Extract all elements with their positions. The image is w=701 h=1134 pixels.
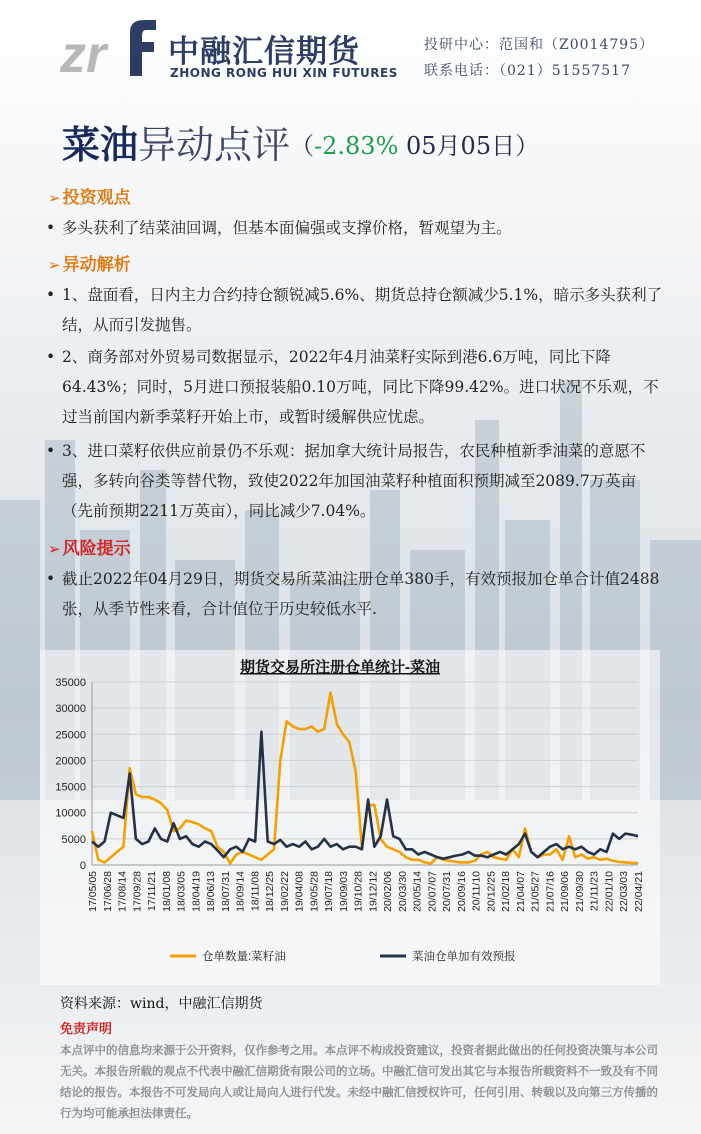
arrow-icon: ➢	[48, 256, 61, 274]
data-source: 资料来源：wind，中融汇信期货	[60, 996, 263, 1012]
arrow-icon: ➢	[48, 189, 61, 207]
section-title: 投资观点	[62, 188, 131, 208]
y-tick-label: 10000	[55, 807, 86, 820]
x-tick-label: 21/07/16	[544, 871, 557, 912]
x-tick-label: 18/07/31	[219, 871, 232, 912]
title-change: -2.83%	[314, 132, 399, 160]
x-tick-label: 21/02/18	[500, 871, 513, 912]
x-tick-label: 20/11/10	[470, 871, 483, 912]
bullet-text: 2、商务部对外贸易司数据显示，2022年4月油菜籽实际到港6.6万吨，同比下降64.43%；同时，5月进口预报装船0.10万吨，同比下降99.42%。进口状况不乐观，不过当前国内新季菜籽开始上市，或暂时缓解供应忧虑。	[62, 348, 659, 426]
y-tick-label: 5000	[61, 833, 86, 846]
x-tick-label: 17/09/28	[131, 871, 144, 912]
bullet-dot-icon: •	[46, 286, 56, 304]
title-keyword: 菜油	[62, 122, 139, 167]
x-tick-label: 17/08/14	[116, 871, 129, 912]
y-tick-label: 25000	[55, 729, 86, 742]
title-rest: 异动点评	[138, 123, 291, 167]
x-tick-label: 21/11/23	[588, 871, 601, 912]
x-tick-label: 21/09/30	[573, 871, 586, 912]
x-tick-label: 20/02/06	[382, 871, 395, 912]
section-analysis	[48, 250, 131, 275]
bullet-risk	[46, 564, 666, 624]
company-logo-icon	[60, 14, 160, 80]
x-tick-label: 18/09/14	[234, 871, 247, 912]
x-tick-label: 20/07/31	[441, 871, 454, 912]
bullet-dot-icon: •	[46, 348, 56, 366]
bullet-text: 截止2022年04月29日，期货交易所菜油注册仓单380手，有效预报加仓单合计值2488张，从季节性来看，合计值位于历史较低水平.	[62, 570, 660, 618]
company-name-en: ZHONG RONG HUI XIN FUTURES	[170, 66, 398, 80]
section-title: 异动解析	[62, 255, 131, 275]
bullet-analysis-2	[46, 342, 666, 432]
x-tick-label: 22/04/21	[633, 871, 645, 912]
bullet-analysis-3	[46, 436, 666, 526]
x-tick-label: 19/07/18	[323, 871, 336, 912]
bullet-dot-icon: •	[46, 442, 56, 460]
x-tick-label: 18/01/08	[160, 871, 173, 912]
arrow-icon: ➢	[48, 540, 61, 558]
contact-research: 投研中心：范国和（Z0014795）	[424, 37, 655, 53]
section-risk	[48, 534, 131, 559]
bullet-analysis-1	[46, 280, 666, 340]
company-name-cn: 中融汇信期货	[168, 34, 360, 70]
report-header	[0, 0, 701, 100]
x-tick-label: 19/12/12	[367, 871, 380, 912]
y-tick-label: 20000	[55, 755, 86, 768]
x-tick-label: 19/02/22	[278, 871, 291, 912]
x-tick-label: 19/04/08	[293, 871, 306, 912]
x-tick-label: 17/05/05	[87, 871, 99, 912]
disclaimer-text: 本点评中的信息均来源于公开资料，仅作参考之用。本点评不构成投资建议，投资者据此做出的任何投资决策与本公司无关。本报告所载的观点不代表中融汇信期货有限公司的立场。中融汇信可发出其它与本报告所载资料不一致及有不同结论的报告。本报告不可发局向人或让局向人进行代发。未经中融汇信授权许可，任何引用、转载以及向第三方传播的行为均可能承担法律责任。	[60, 1043, 658, 1120]
bullet-text: 多头获利了结菜油回调，但基本面偏强或支撑价格，暂观望为主。	[62, 219, 512, 237]
x-tick-label: 20/03/30	[396, 871, 409, 912]
x-tick-label: 17/06/28	[101, 871, 114, 912]
x-tick-label: 18/04/19	[190, 871, 203, 912]
x-tick-label: 18/11/08	[249, 871, 262, 912]
x-tick-label: 18/12/25	[264, 871, 277, 912]
y-tick-label: 15000	[55, 781, 86, 794]
title-date: 05月05日	[398, 132, 516, 160]
x-tick-label: 18/06/13	[205, 871, 218, 912]
x-tick-label: 21/04/07	[514, 871, 527, 912]
x-tick-label: 22/03/03	[618, 871, 631, 912]
x-tick-label: 22/01/10	[603, 871, 616, 912]
x-tick-label: 17/11/21	[146, 871, 159, 912]
x-tick-label: 20/12/25	[485, 871, 498, 912]
x-tick-label: 21/05/27	[529, 871, 542, 912]
warehouse-receipt-chart	[40, 650, 660, 985]
bullet-dot-icon: •	[46, 570, 56, 588]
x-tick-label: 20/05/14	[411, 871, 424, 912]
section-title: 风险提示	[62, 539, 131, 559]
title-paren-close: ）	[515, 132, 540, 160]
x-tick-label: 20/09/16	[455, 871, 468, 912]
x-tick-label: 19/10/28	[352, 871, 365, 912]
bullet-dot-icon: •	[46, 219, 56, 237]
bullet-text: 1、盘面看，日内主力合约持仓额锐减5.6%、期货总持仓额减少5.1%，暗示多头获利了结，从而引发抛售。	[62, 286, 663, 334]
contact-phone: 联系电话：（021）51557517	[424, 63, 631, 79]
x-tick-label: 19/09/03	[337, 871, 350, 912]
bullet-investment-view	[46, 213, 666, 243]
y-tick-label: 0	[79, 860, 86, 872]
x-tick-label: 20/07/07	[426, 871, 439, 912]
x-tick-label: 21/09/06	[559, 871, 572, 912]
disclaimer-title: 免责声明	[60, 1022, 113, 1037]
x-tick-label: 18/03/05	[175, 871, 188, 912]
bullet-text: 3、进口菜籽依供应前景仍不乐观：据加拿大统计局报告，农民种植新季油菜的意愿不强，多转向谷类等替代物，致使2022年加国油菜籽种植面积预期减至2089.7万英亩（先前预期2211万英亩），同比减少7.04%。	[62, 442, 646, 520]
chart-title: 期货交易所注册仓单统计-菜油	[240, 659, 440, 676]
page-title	[62, 114, 539, 169]
x-tick-label: 19/05/28	[308, 871, 321, 912]
title-paren-open: （	[290, 132, 315, 160]
legend-label-2: 菜油仓单加有效预报	[412, 951, 516, 963]
y-tick-label: 35000	[55, 677, 86, 689]
y-tick-label: 30000	[55, 703, 86, 716]
section-investment-view	[48, 183, 131, 208]
legend-label-1: 仓单数量:菜籽油	[202, 951, 286, 963]
svg-text:zr: zr	[60, 26, 107, 80]
